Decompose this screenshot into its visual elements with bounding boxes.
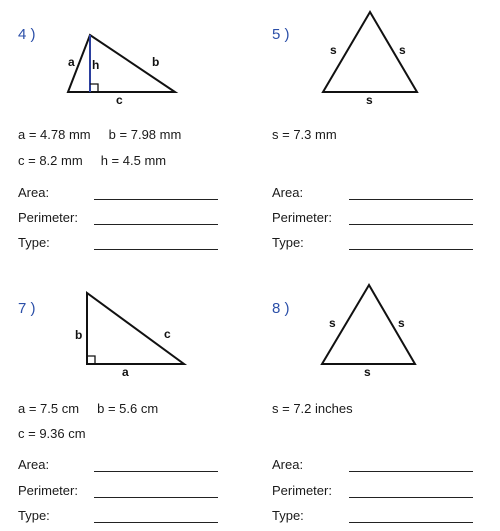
problem-5-given-line-1: s = 7.3 mm [272,127,337,142]
triangle-5-label-left: s [330,43,337,57]
triangle-5-label-right: s [399,43,406,57]
problem-4-given-line-1: a = 4.78 mm b = 7.98 mm [18,127,182,142]
triangle-4-label-b: b [152,55,160,69]
problem-4-perimeter-label: Perimeter: [18,210,78,225]
problem-8-area-label: Area: [272,457,304,472]
problem-7-perimeter-label: Perimeter: [18,483,78,498]
problem-7-triangle-diagram [70,288,190,378]
triangle-4-label-c: c [116,93,123,107]
problem-5-type-label: Type: [272,235,304,250]
problem-5-type-answer-line[interactable] [349,249,473,250]
problem-7-given-line-2: c = 9.36 cm [18,426,86,441]
triangle-4-label-a: a [68,55,75,69]
problem-7-perimeter-answer-line[interactable] [94,497,218,498]
problem-7-area-answer-line[interactable] [94,471,218,472]
triangle-8-label-right: s [398,316,405,330]
triangle-7-label-c: c [164,327,171,341]
problem-4-number: 4 ) [18,26,36,43]
triangle-8-label-bottom: s [364,365,371,379]
problem-4-given-line-2: c = 8.2 mm h = 4.5 mm [18,153,167,168]
problem-5-area-answer-line[interactable] [349,199,473,200]
problem-8-triangle-diagram [318,282,418,378]
triangle-5-label-bottom: s [366,93,373,107]
triangle-7-right-angle-mark [87,356,95,364]
problem-7-type-answer-line[interactable] [94,522,218,523]
problem-5-perimeter-answer-line[interactable] [349,224,473,225]
problem-4-triangle-diagram [60,30,185,107]
triangle-7-label-b: b [75,328,83,342]
problem-8-perimeter-label: Perimeter: [272,483,332,498]
problem-8-type-answer-line[interactable] [349,522,473,523]
problem-4-perimeter-answer-line[interactable] [94,224,218,225]
problem-7-number: 7 ) [18,300,36,317]
problem-8-given-line-1: s = 7.2 inches [272,401,353,416]
problem-4-area-label: Area: [18,185,50,200]
problem-8-number: 8 ) [272,300,290,317]
problem-5-area-label: Area: [272,185,304,200]
problem-7-type-label: Type: [18,508,50,523]
problem-8-perimeter-answer-line[interactable] [349,497,473,498]
problem-8-type-label: Type: [272,508,304,523]
problem-5-number: 5 ) [272,26,290,43]
problem-4-type-answer-line[interactable] [94,249,218,250]
triangle-8-label-left: s [329,316,336,330]
problem-8-area-answer-line[interactable] [349,471,473,472]
problem-4-type-label: Type: [18,235,50,250]
triangle-7-label-a: a [122,365,129,379]
problem-4-area-answer-line[interactable] [94,199,218,200]
problem-5-triangle-diagram [320,8,420,108]
problem-7-given-line-1: a = 7.5 cm b = 5.6 cm [18,401,159,416]
triangle-4-right-angle-mark [90,84,98,92]
triangle-4-label-h: h [92,58,100,72]
problem-5-perimeter-label: Perimeter: [272,210,332,225]
problem-7-area-label: Area: [18,457,50,472]
